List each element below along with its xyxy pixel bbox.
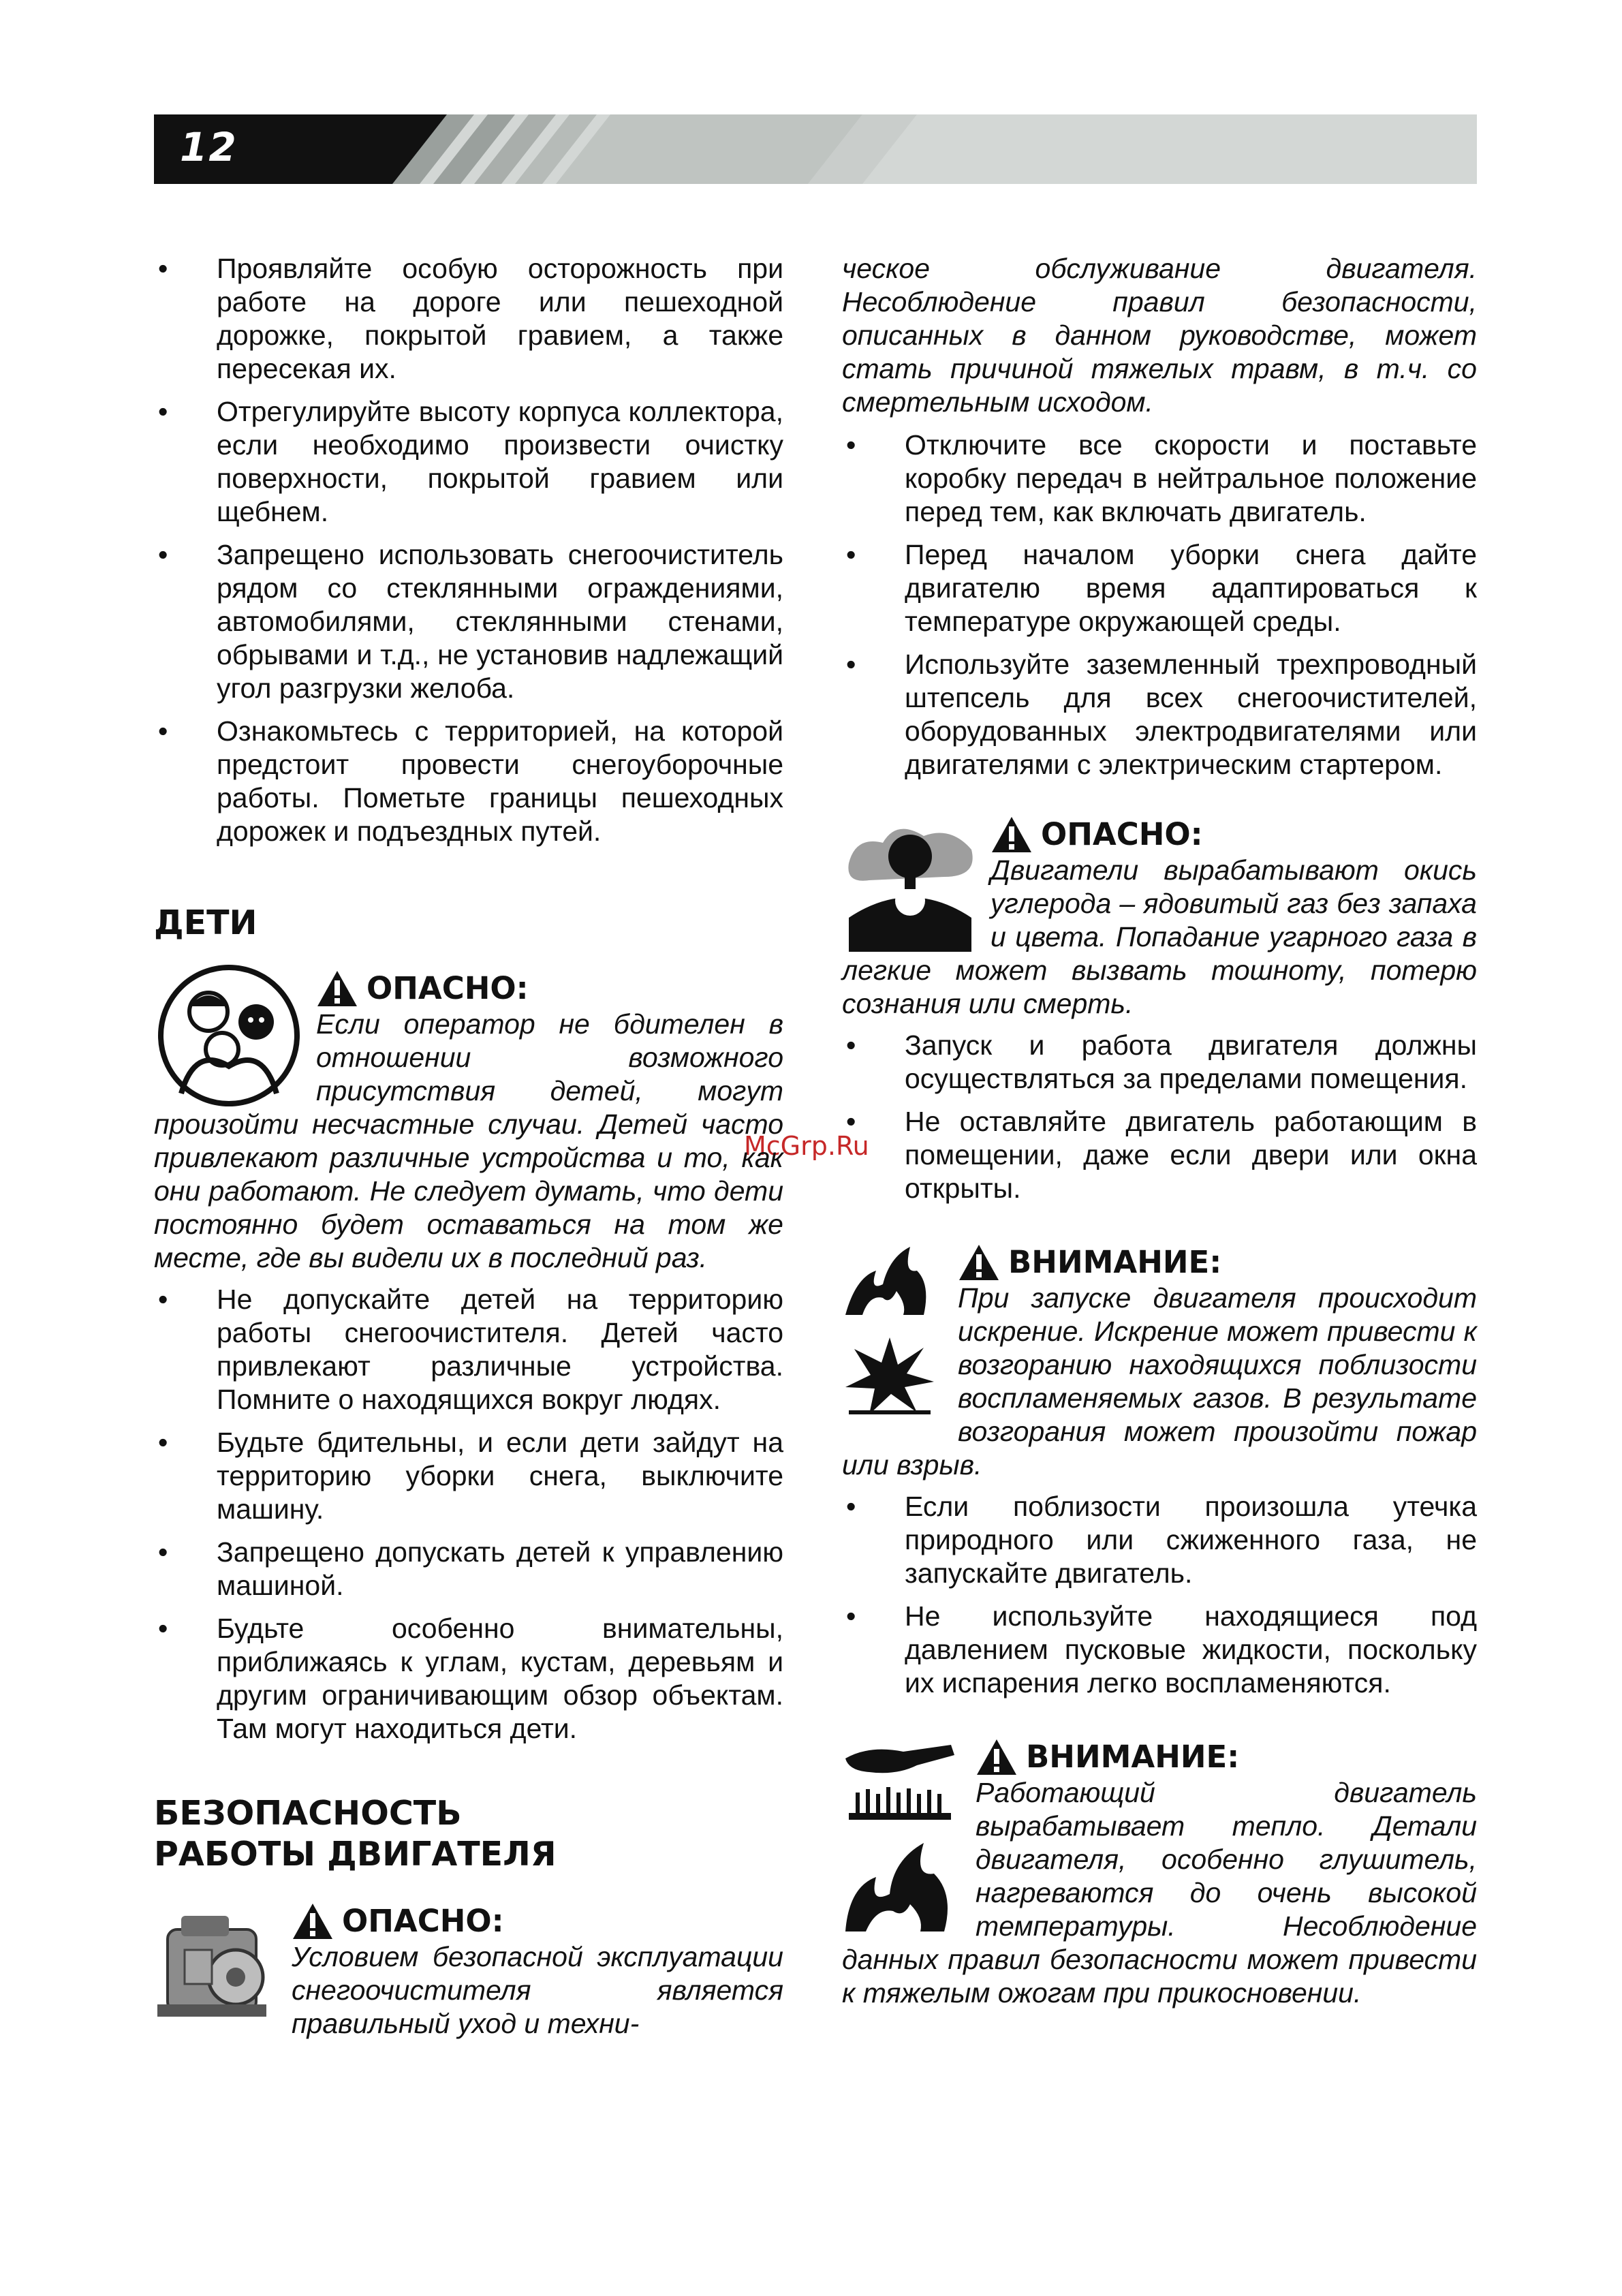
warning-triangle-icon (316, 969, 358, 1008)
list-item: • Запуск и работа двигателя должны осуществляться за пределами помещения. (842, 1029, 1477, 1096)
warning-triangle-icon (292, 1902, 334, 1940)
fire-warning (842, 1243, 1477, 1482)
list-item: • Будьте бдительны, и если дети зайдут на территорию уборки снега, выключите машину. (154, 1426, 783, 1526)
continued-text: ческое обслуживание двигателя. Несоблюдение правил безопасности, описанных в данном руководстве, может стать причиной тяжелых травм, в т.ч. со смертельным исходом. (842, 253, 1477, 418)
left-column (154, 252, 783, 2041)
co-bullets (842, 1029, 1477, 1205)
warning-label: ОПАСНО: (1041, 816, 1203, 852)
co-warning-title (991, 816, 1477, 854)
header-band-graphic (154, 114, 1477, 184)
heat-pictograms (842, 1738, 962, 1938)
warning-label: ВНИМАНИЕ: (1008, 1244, 1222, 1280)
list-item: • Ознакомьтесь с территорией, на которой предстоит провести снегоуборочные работы. Пометьте границы пешеходных дорожек и подъездных путей. (154, 715, 783, 848)
fire-bullets (842, 1490, 1477, 1700)
children-warning-title (316, 964, 783, 1008)
heat-warning (842, 1738, 1477, 2010)
list-item: • Отрегулируйте высоту корпуса коллектора, если необходимо произвести очистку поверхности, покрытой гравием или щебнем. (154, 395, 783, 529)
watermark: McGrp.Ru (744, 1131, 869, 1161)
right-bullets-top (842, 429, 1477, 781)
warning-label: ОПАСНО: (366, 970, 529, 1006)
list-item: • Не оставляйте двигатель работающим в помещении, даже если двери или окна открыты. (842, 1105, 1477, 1205)
engine-warning-text: Условием безопасной эксплуатации снегоочистителя является правильный уход и техни- (292, 1941, 783, 2039)
explosion-icon (842, 1334, 937, 1416)
warning-triangle-icon (958, 1243, 1000, 1282)
fire-warning-text: При запуске двигателя происходит искрение. Искрение может привести к возгоранию находящихся поблизости воспламеняемых газов. В результате возгорания может произойти пожар или взрыв. (842, 1282, 1477, 1480)
warning-label: ВНИМАНИЕ: (1026, 1739, 1240, 1775)
list-item: • Если поблизости произошла утечка природного или сжиженного газа, не запускайте двигатель. (842, 1490, 1477, 1590)
list-item: • Не используйте находящиеся под давлением пусковые жидкости, поскольку их испарения легко воспламеняются. (842, 1600, 1477, 1700)
engine-heading: БЕЗОПАСНОСТЬ РАБОТЫ ДВИГАТЕЛЯ (154, 1794, 557, 1874)
list-item: • Запрещено использовать снегоочиститель рядом со стеклянными ограждениями, автомобилями, стеклянными стенами, обрывами и т.д., не установив надлежащий угол разгрузки желоба. (154, 538, 783, 705)
engine-warning-title (292, 1902, 783, 1940)
heat-warning-text: Работающий двигатель вырабатывает тепло. Детали двигателя, особенно глушитель, нагреваются до очень высокой температуры. Несоблюдение данных правил безопасности может привести к тяжелым ожогам при прикосновении. (842, 1777, 1477, 2008)
children-warning (154, 964, 783, 1275)
children-heading: ДЕТИ (154, 903, 258, 942)
list-item: • Используйте заземленный трехпроводный штепсель для всех снегоочистителей, оборудованных электродвигателями или двигателями с электрическим стартером. (842, 648, 1477, 781)
flame-icon (842, 1243, 937, 1318)
list-item: • Запрещено допускать детей к управлению машиной. (154, 1536, 783, 1602)
warning-label: ОПАСНО: (342, 1903, 504, 1939)
page-number: 12 (180, 124, 238, 170)
hot-surface-icon (842, 1738, 958, 1827)
children-warning-text: Если оператор не бдителен в отношении возможного присутствия детей, могут произойти несчастные случаи. Детей часто привлекают различные устройства и то, как они работают. Не следует думать, что дети постоянно будет оставаться на том же месте, где вы видели их в последний раз. (154, 1008, 783, 1273)
page-header (154, 114, 1477, 184)
children-pictogram-icon (154, 964, 304, 1107)
list-item: • Не допускайте детей на территорию работы снегоочистителя. Детей часто привлекают различные устройства. Помните о находящихся вокруг людях. (154, 1283, 783, 1416)
warning-triangle-icon (991, 816, 1033, 854)
right-column (842, 252, 1477, 2010)
fire-warning-title (958, 1243, 1477, 1282)
co-warning (842, 816, 1477, 1021)
list-item: • Перед началом уборки снега дайте двигателю время адаптироваться к температуре окружающей среды. (842, 538, 1477, 638)
co-warning-text: Двигатели вырабатывают окись углерода – ядовитый газ без запаха и цвета. Попадание угарного газа в легкие может вызвать тошноту, потерю сознания или смерть. (842, 854, 1477, 1019)
list-item: • Проявляйте особую осторожность при работе на дороге или пешеходной дорожке, покрытой гравием, а также пересекая их. (154, 252, 783, 386)
left-bullets-top (154, 252, 783, 848)
list-item: • Будьте особенно внимательны, приближаясь к углам, кустам, деревьям и другим ограничивающим обзор объектам. Там могут находиться дети. (154, 1612, 783, 1746)
engine-warning (154, 1902, 783, 2041)
toxic-gas-pictogram-icon (842, 816, 978, 952)
fire-pictograms (842, 1243, 944, 1419)
warning-triangle-icon (976, 1738, 1018, 1776)
children-bullets (154, 1283, 783, 1746)
list-item: • Отключите все скорости и поставьте коробку передач в нейтральное положение перед тем, как включать двигатель. (842, 429, 1477, 529)
engine-pictogram-icon (154, 1902, 277, 2038)
heat-warning-title (976, 1738, 1477, 1776)
flame-icon (842, 1840, 958, 1935)
